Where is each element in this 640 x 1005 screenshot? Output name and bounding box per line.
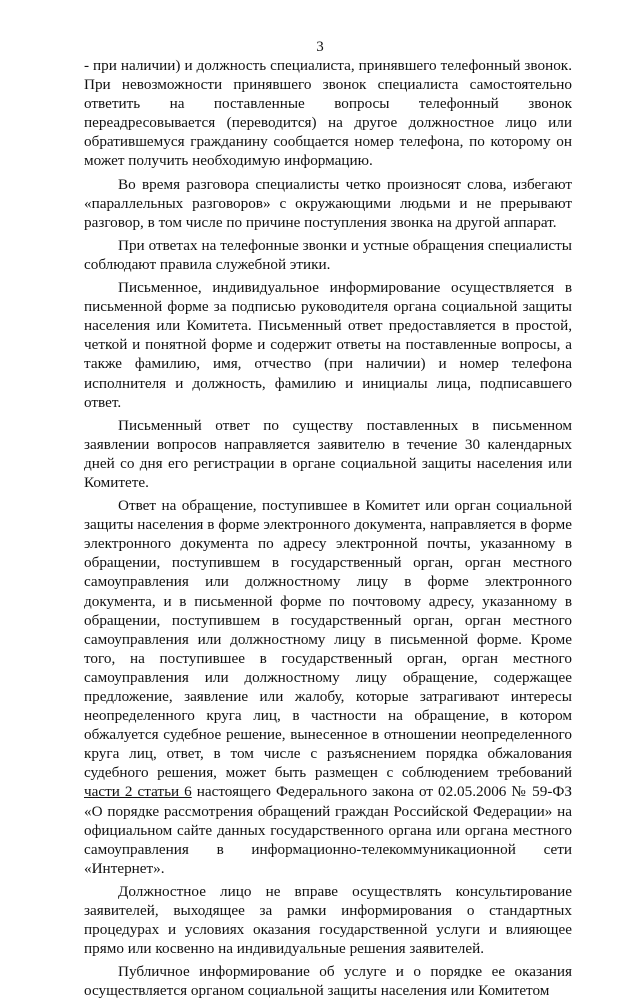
paragraph-call-forwarding	[84, 56, 572, 171]
text-segment: Ответ на обращение, поступившее в Комитет или орган социальной защиты населения в форме электронного документа, направляется в форме электронного документа по адресу электронной почты, указанному в обращении, поступившем в государственный орган, орган местного самоуправления или должностному лицу в форме электронного документа, и в письменной форме по почтовому адресу, указанному в обращении, поступившем в государственный орган, орган местного самоуправления или должностному лицу в письменной форме. Кроме того, на поступившее в государственный орган, орган местного самоуправления или должностному лицу обращение, содержащее предложение, заявление или жалобу, которые затрагивают интересы неопределенного круга лиц, в частности на обращение, в котором обжалуется судебное решение, вынесенное в отношении неопределенного круга лиц, ответ, в том числе с разъяснением порядка обжалования судебного решения, может быть размещен с соблюдением требований	[84, 497, 572, 782]
text-segment: Письменное, индивидуальное информирование осуществляется в письменной форме за подписью руководителя органа социальной защиты населения или Комитета. Письменный ответ предоставляется в простой, четкой и понятной форме и содержит ответы на поставленные вопросы, а также фамилию, имя, отчество (при наличии) и номер телефона исполнителя и должность, фамилию и инициалы лица, подписавшего ответ.	[84, 279, 572, 411]
text-segment: Письменный ответ по существу поставленных в письменном заявлении вопросов направляется заявителю в течение 30 календарных дней со дня его регистрации в органе социальной защиты населения или Комитете.	[84, 416, 572, 491]
text-segment: Должностное лицо не вправе осуществлять консультирование заявителей, выходящее за рамки информирования о стандартных процедурах и условиях оказания государственной услуги и влияющее прямо или косвенно на индивидуальные решения заявителей.	[84, 882, 572, 958]
paragraph-response-deadline	[84, 416, 572, 492]
paragraph-public-informing	[84, 962, 572, 1000]
text-segment: При ответах на телефонные звонки и устные обращения специалисты соблюдают правила служебной этики.	[84, 236, 572, 273]
text-segment: - при наличии) и должность специалиста, принявшего телефонный звонок. При невозможности принявшего звонок специалиста самостоятельно ответить на поставленные вопросы телефонный звонок переадресовывается (переводится) на другое должностное лицо или обратившемуся гражданину сообщается номер телефона, по которому он может получить необходимую информацию.	[84, 57, 572, 170]
paragraph-electronic-response	[84, 496, 572, 878]
paragraph-service-ethics	[84, 236, 572, 274]
text-segment: Публичное информирование об услуге и о порядке ее оказания осуществляется органом социальной защиты населения или Комитетом	[84, 963, 572, 1000]
paragraph-consulting-limits	[84, 882, 572, 958]
text-segment: настоящего Федерального закона от 02.05.2006 № 59-ФЗ «О порядке рассмотрения обращений граждан Российской Федерации» на официальном сайте данных государственного органа или органа местного самоуправления в информационно-телекоммуникационной сети «Интернет».	[84, 783, 572, 877]
document-body	[84, 56, 572, 1005]
paragraph-conversation-rules	[84, 175, 572, 232]
text-segment: Во время разговора специалисты четко произносят слова, избегают «параллельных разговоров» с окружающими людьми и не прерывают разговор, в том числе по причине поступления звонка на другой аппарат.	[84, 175, 572, 231]
paragraph-written-informing	[84, 278, 572, 412]
page-number: 3	[316, 39, 324, 55]
law-reference-link[interactable]: части 2 статьи 6	[84, 783, 192, 801]
